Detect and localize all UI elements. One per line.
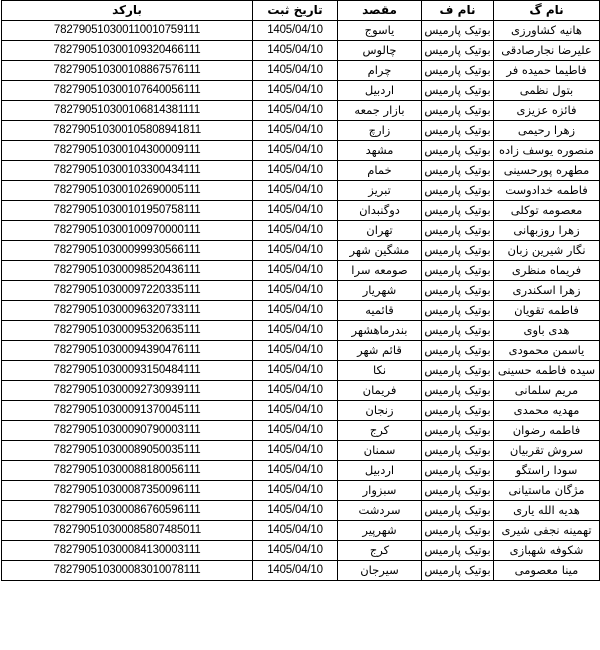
table-row [2,101,600,121]
barcode-cell: 782790510300096320733111 [2,301,253,321]
destination-cell: اردبیل [338,81,422,101]
sender-name-cell: بوتیک پارمیس [422,501,494,521]
recipient-name-cell: نگار شیرین زبان [494,241,600,261]
sender-name-cell: بوتیک پارمیس [422,201,494,221]
register-date-cell: 1405/04/10 [253,141,338,161]
destination-cell: بازار جمعه [338,101,422,121]
barcode-cell: 782790510300102690005111 [2,181,253,201]
register-date-cell: 1405/04/10 [253,301,338,321]
table-row [2,81,600,101]
header-recipient-name: نام گ [494,1,600,21]
destination-cell: چالوس [338,41,422,61]
recipient-name-cell: مطهره پورحسینی [494,161,600,181]
table-row [2,401,600,421]
table-row [2,221,600,241]
barcode-cell: 782790510300099930566111 [2,241,253,261]
barcode-cell: 782790510300091370045111 [2,401,253,421]
barcode-cell: 782790510300097220335111 [2,281,253,301]
recipient-name-cell: مهدیه محمدی [494,401,600,421]
sender-name-cell: بوتیک پارمیس [422,41,494,61]
destination-cell: تبریز [338,181,422,201]
destination-cell: مشگین شهر [338,241,422,261]
destination-cell: سبزوار [338,481,422,501]
table-row [2,461,600,481]
register-date-cell: 1405/04/10 [253,221,338,241]
sender-name-cell: بوتیک پارمیس [422,321,494,341]
recipient-name-cell: زهرا روزبهانی [494,221,600,241]
destination-cell: نکا [338,361,422,381]
recipient-name-cell: یاسمن محمودی [494,341,600,361]
sender-name-cell: بوتیک پارمیس [422,541,494,561]
register-date-cell: 1405/04/10 [253,441,338,461]
barcode-cell: 782790510300110010759111 [2,21,253,41]
register-date-cell: 1405/04/10 [253,421,338,441]
barcode-cell: 782790510300087350096111 [2,481,253,501]
destination-cell: سمنان [338,441,422,461]
recipient-name-cell: فریماه منظری [494,261,600,281]
table-row [2,421,600,441]
table-row [2,181,600,201]
destination-cell: کرج [338,541,422,561]
barcode-cell: 782790510300092730939111 [2,381,253,401]
header-barcode: بارکد [2,1,253,21]
sender-name-cell: بوتیک پارمیس [422,221,494,241]
register-date-cell: 1405/04/10 [253,21,338,41]
table-row [2,201,600,221]
recipient-name-cell: فاطمه رضوان [494,421,600,441]
barcode-cell: 782790510300100970000111 [2,221,253,241]
register-date-cell: 1405/04/10 [253,401,338,421]
barcode-cell: 782790510300109320466111 [2,41,253,61]
recipient-name-cell: سودا راستگو [494,461,600,481]
recipient-name-cell: شکوفه شهبازی [494,541,600,561]
table-row [2,141,600,161]
recipient-name-cell: سروش تقربیان [494,441,600,461]
sender-name-cell: بوتیک پارمیس [422,421,494,441]
destination-cell: تهران [338,221,422,241]
register-date-cell: 1405/04/10 [253,521,338,541]
register-date-cell: 1405/04/10 [253,161,338,181]
sender-name-cell: بوتیک پارمیس [422,441,494,461]
table-row [2,161,600,181]
table-row [2,501,600,521]
recipient-name-cell: هدیه الله یاری [494,501,600,521]
register-date-cell: 1405/04/10 [253,481,338,501]
sender-name-cell: بوتیک پارمیس [422,561,494,581]
sender-name-cell: بوتیک پارمیس [422,161,494,181]
sender-name-cell: بوتیک پارمیس [422,381,494,401]
sender-name-cell: بوتیک پارمیس [422,341,494,361]
destination-cell: خمام [338,161,422,181]
recipient-name-cell: علیرضا نجارصادقی [494,41,600,61]
destination-cell: سیرجان [338,561,422,581]
register-date-cell: 1405/04/10 [253,361,338,381]
sender-name-cell: بوتیک پارمیس [422,241,494,261]
register-date-cell: 1405/04/10 [253,561,338,581]
destination-cell: اردبیل [338,461,422,481]
table-row [2,301,600,321]
table-row [2,481,600,501]
destination-cell: قائمیه [338,301,422,321]
register-date-cell: 1405/04/10 [253,341,338,361]
register-date-cell: 1405/04/10 [253,461,338,481]
barcode-cell: 782790510300104300009111 [2,141,253,161]
destination-cell: بندرماهشهر [338,321,422,341]
sender-name-cell: بوتیک پارمیس [422,481,494,501]
table-row [2,61,600,81]
destination-cell: صومعه سرا [338,261,422,281]
header-sender-name: نام ف [422,1,494,21]
sender-name-cell: بوتیک پارمیس [422,21,494,41]
register-date-cell: 1405/04/10 [253,121,338,141]
barcode-cell: 782790510300095320635111 [2,321,253,341]
recipient-name-cell: بتول نظمی [494,81,600,101]
recipient-name-cell: مینا معصومی [494,561,600,581]
barcode-cell: 782790510300088180056111 [2,461,253,481]
recipient-name-cell: مریم سلمانی [494,381,600,401]
register-date-cell: 1405/04/10 [253,321,338,341]
recipient-name-cell: هانیه کشاورزی [494,21,600,41]
sender-name-cell: بوتیک پارمیس [422,401,494,421]
sender-name-cell: بوتیک پارمیس [422,521,494,541]
destination-cell: دوگنبدان [338,201,422,221]
table-row [2,361,600,381]
destination-cell: چرام [338,61,422,81]
header-row [2,1,600,21]
register-date-cell: 1405/04/10 [253,81,338,101]
destination-cell: کرج [338,421,422,441]
destination-cell: فریمان [338,381,422,401]
table-row [2,341,600,361]
barcode-cell: 782790510300098520436111 [2,261,253,281]
table-row [2,441,600,461]
barcode-cell: 782790510300103300434111 [2,161,253,181]
destination-cell: زنجان [338,401,422,421]
register-date-cell: 1405/04/10 [253,381,338,401]
destination-cell: یاسوج [338,21,422,41]
table-row [2,41,600,61]
barcode-cell: 782790510300084130003111 [2,541,253,561]
table-row [2,241,600,261]
recipient-name-cell: فائزه عزیزی [494,101,600,121]
header-register-date: تاریخ ثبت [253,1,338,21]
table-row [2,541,600,561]
destination-cell: مشهد [338,141,422,161]
recipient-name-cell: فاطمه خدادوست [494,181,600,201]
sender-name-cell: بوتیک پارمیس [422,121,494,141]
register-date-cell: 1405/04/10 [253,41,338,61]
destination-cell: سردشت [338,501,422,521]
barcode-cell: 782790510300089050035111 [2,441,253,461]
recipient-name-cell: زهرا رحیمی [494,121,600,141]
register-date-cell: 1405/04/10 [253,61,338,81]
recipient-name-cell: هدی باوی [494,321,600,341]
sender-name-cell: بوتیک پارمیس [422,261,494,281]
destination-cell: شهرپیر [338,521,422,541]
table-row [2,381,600,401]
sender-name-cell: بوتیک پارمیس [422,461,494,481]
recipient-name-cell: منصوره یوسف زاده [494,141,600,161]
barcode-cell: 782790510300083010078111 [2,561,253,581]
register-date-cell: 1405/04/10 [253,201,338,221]
sender-name-cell: بوتیک پارمیس [422,141,494,161]
register-date-cell: 1405/04/10 [253,501,338,521]
recipient-name-cell: سیده فاطمه حسینی [494,361,600,381]
register-date-cell: 1405/04/10 [253,261,338,281]
table-row [2,281,600,301]
sender-name-cell: بوتیک پارمیس [422,101,494,121]
recipient-name-cell: زهرا اسکندری [494,281,600,301]
destination-cell: شهریار [338,281,422,301]
table-row [2,321,600,341]
sender-name-cell: بوتیک پارمیس [422,301,494,321]
register-date-cell: 1405/04/10 [253,101,338,121]
recipient-name-cell: فاطیما حمیده فر [494,61,600,81]
register-date-cell: 1405/04/10 [253,281,338,301]
table-row [2,121,600,141]
barcode-cell: 782790510300101950758111 [2,201,253,221]
sender-name-cell: بوتیک پارمیس [422,281,494,301]
sender-name-cell: بوتیک پارمیس [422,81,494,101]
table-row [2,261,600,281]
barcode-cell: 782790510300105808941811 [2,121,253,141]
register-date-cell: 1405/04/10 [253,241,338,261]
table-body [2,21,600,581]
barcode-cell: 782790510300093150484111 [2,361,253,381]
table-header [2,1,600,21]
register-date-cell: 1405/04/10 [253,181,338,201]
table-row [2,561,600,581]
recipient-name-cell: فاطمه تقویان [494,301,600,321]
barcode-cell: 782790510300090790003111 [2,421,253,441]
table-row [2,521,600,541]
barcode-cell: 782790510300094390476111 [2,341,253,361]
barcode-cell: 782790510300085807485011 [2,521,253,541]
sender-name-cell: بوتیک پارمیس [422,61,494,81]
barcode-cell: 782790510300108867576111 [2,61,253,81]
register-date-cell: 1405/04/10 [253,541,338,561]
recipient-name-cell: تهمینه نجفی شیری [494,521,600,541]
barcode-cell: 782790510300086760596111 [2,501,253,521]
barcode-cell: 782790510300106814381111 [2,101,253,121]
recipient-name-cell: معصومه توکلی [494,201,600,221]
sender-name-cell: بوتیک پارمیس [422,181,494,201]
shipment-table [1,0,600,581]
barcode-cell: 782790510300107640056111 [2,81,253,101]
destination-cell: قائم شهر [338,341,422,361]
recipient-name-cell: مژگان ماستیانی [494,481,600,501]
table-row [2,21,600,41]
destination-cell: زارچ [338,121,422,141]
header-destination: مقصد [338,1,422,21]
sender-name-cell: بوتیک پارمیس [422,361,494,381]
